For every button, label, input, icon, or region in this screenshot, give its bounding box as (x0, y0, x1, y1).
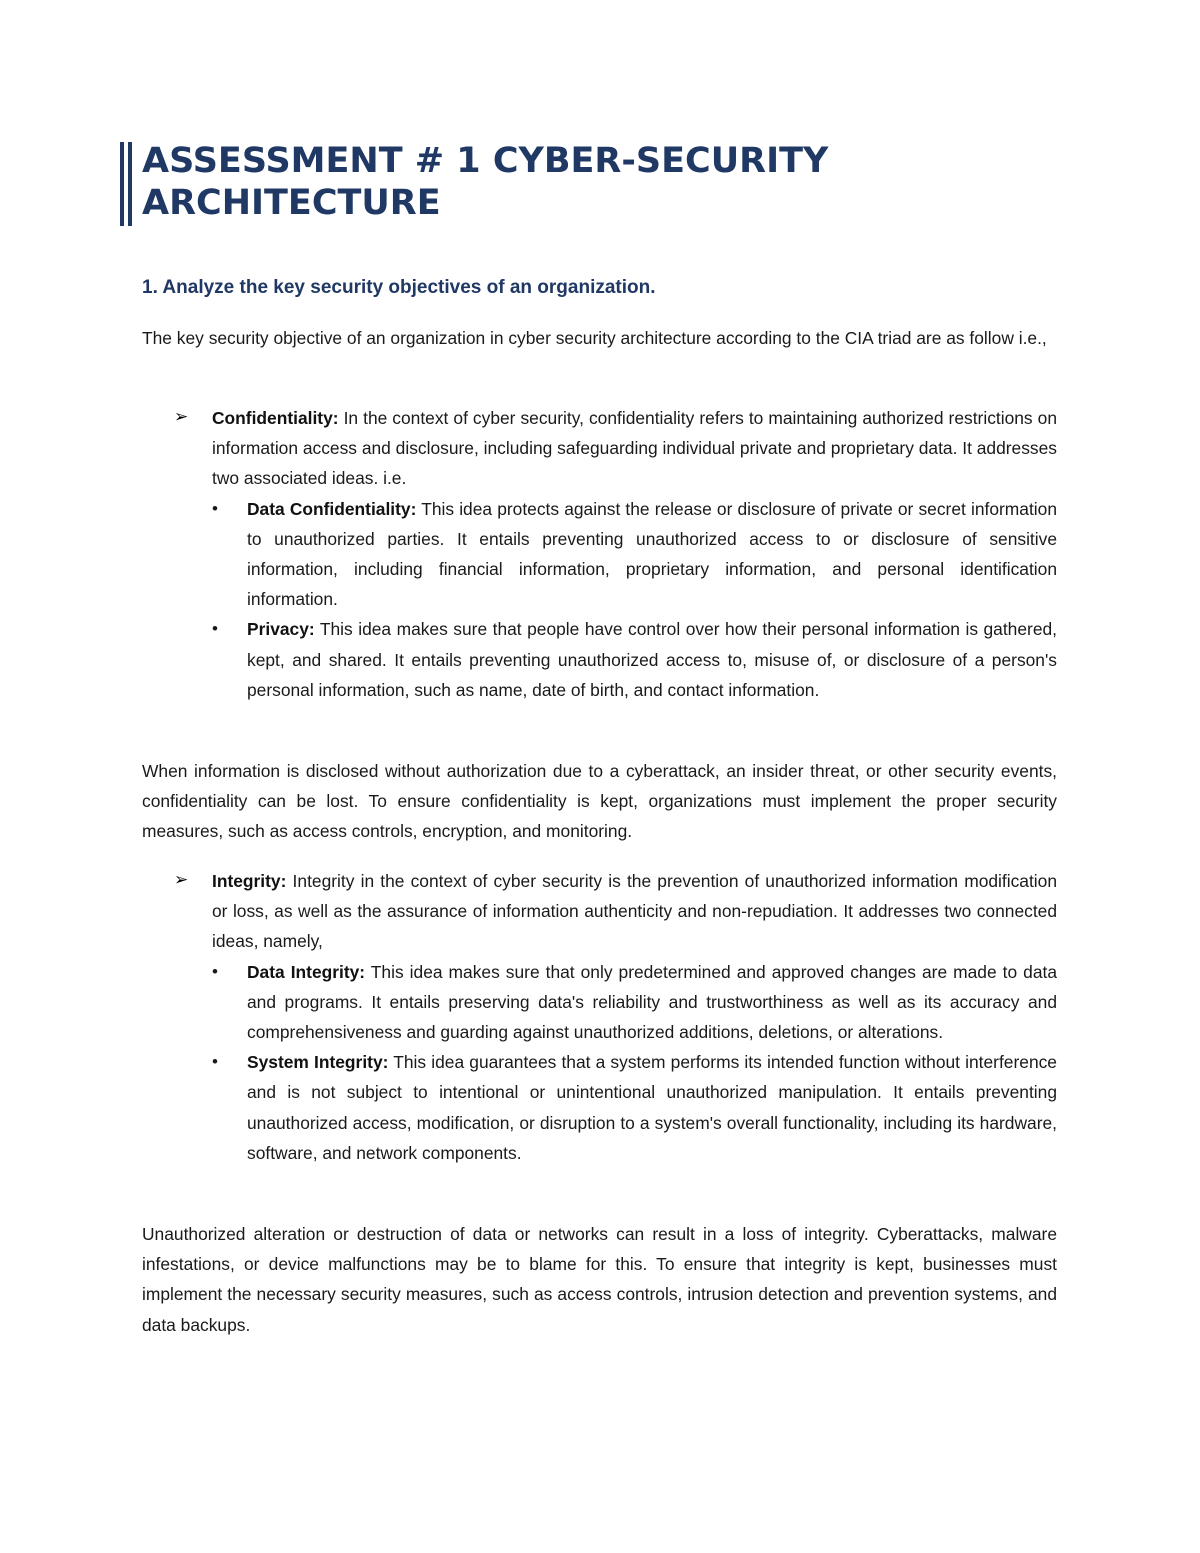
bullet-icon: • (212, 619, 218, 639)
bullet-icon: • (212, 961, 218, 981)
list-item (212, 1047, 1057, 1168)
sub-item-term: Privacy: (247, 619, 315, 640)
sub-item-text (247, 614, 1057, 705)
integrity-paragraph: Unauthorized alteration or destruction of data or networks can result in a loss of integrity. Cyberattacks, malware infestations, or device malfunctions may be to blame for this. To ensure that integrity is kept, businesses must implement the necessary security measures, such as access controls, intrusion detection and prevention systems, and data backups. (142, 1224, 1057, 1335)
document-title: ASSESSMENT # 1 CYBER-SECURITY ARCHITECTURE (142, 141, 829, 223)
sub-item-text (247, 1047, 1057, 1168)
sub-item-description: This idea makes sure that only predetermined and approved changes are made to data and programs. It entails preserving data's reliability and trustworthiness as well as its accuracy and comprehensiveness and guarding against unauthorized additions, deletions, or alterations. (247, 961, 1058, 1043)
bullet-icon: • (212, 498, 218, 518)
integrity-item (174, 866, 1057, 1168)
bullet-icon: • (212, 1052, 218, 1072)
sub-item-description: This idea protects against the release or disclosure of private or secret information to unauthorized parties. It entails preventing unauthorized access to or disclosure of sensitive information, including financial information, proprietary information, and personal identification information. (247, 498, 1057, 610)
arrow-bullet-icon: ➢ (174, 407, 189, 426)
integrity-term: Integrity: (212, 871, 287, 891)
title-accent-bar (120, 142, 124, 226)
confidentiality-term: Confidentiality: (212, 408, 339, 428)
list-item (212, 494, 1057, 615)
sub-item-description: This idea makes sure that people have control over how their personal information is gathered, kept, and shared. It entails preventing unauthorized access to, misuse of, or disclosure of a person's personal information, such as name, date of birth, and contact information. (247, 619, 1057, 700)
confidentiality-paragraph: When information is disclosed without authorization due to a cyberattack, an insider threat, or other security events, confidentiality can be lost. To ensure confidentiality is kept, organizations must implement the proper security measures, such as access controls, encryption, and monitoring. (142, 761, 1057, 842)
title-block (120, 140, 1080, 226)
list-item (212, 957, 1057, 1048)
integrity-text (212, 866, 1057, 957)
confidentiality-description: In the context of cyber security, confidentiality refers to maintaining authorized restrictions on information access and disclosure, including safeguarding individual private and proprietary data. It addresses two associated ideas. i.e. (212, 408, 1057, 489)
title-accent-bar (128, 142, 132, 226)
list-item (212, 614, 1057, 705)
sub-item-term: Data Integrity: (247, 961, 366, 982)
title-accent-bars (120, 140, 132, 226)
sub-item-text (247, 957, 1057, 1048)
sub-item-description: This idea guarantees that a system performs its intended function without interference and is not subject to intentional or unintentional unauthorized manipulation. It entails preventing unauthorized access, modification, or disruption to a system's overall functionality, including its hardware, software, and network components. (247, 1052, 1057, 1163)
sub-item-term: System Integrity: (247, 1052, 389, 1073)
section-heading: 1. Analyze the key security objectives of an organization. (142, 277, 656, 298)
integrity-description: Integrity in the context of cyber security is the prevention of unauthorized information modification or loss, as well as the assurance of information authenticity and non-repudiation. It addresses two connected ideas, namely, (212, 871, 1057, 952)
sub-item-term: Data Confidentiality: (247, 498, 417, 519)
confidentiality-text (212, 403, 1057, 494)
arrow-bullet-icon: ➢ (174, 870, 189, 889)
intro-paragraph: The key security objective of an organization in cyber security architecture according to the CIA triad are as follow i.e., (142, 328, 1047, 348)
integrity-sub-list (212, 957, 1057, 1168)
confidentiality-sub-list (212, 494, 1057, 705)
confidentiality-item (174, 403, 1057, 705)
sub-item-text (247, 494, 1057, 615)
